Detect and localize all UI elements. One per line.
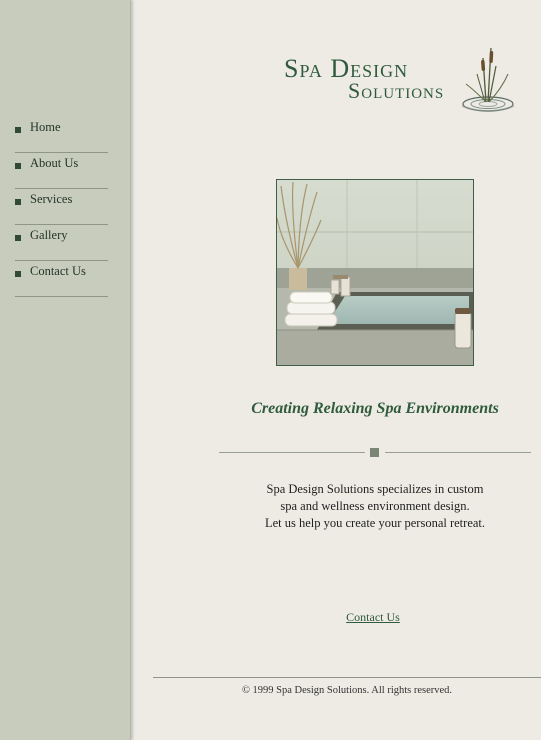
nav-item-home[interactable] xyxy=(15,116,108,153)
intro-line-3: Let us help you create your personal retreat. xyxy=(264,516,486,530)
spa-tub-photo xyxy=(276,179,474,366)
nav-item-gallery[interactable] xyxy=(15,224,108,261)
nav-label-about-us[interactable]: About Us xyxy=(30,156,79,170)
cattail-water-ripple-icon xyxy=(458,44,520,120)
nav-bullet-icon xyxy=(15,199,21,205)
sidebar xyxy=(0,0,131,740)
nav-label-gallery[interactable]: Gallery xyxy=(30,228,68,242)
divider-line-right xyxy=(385,452,531,453)
intro-text xyxy=(220,481,530,532)
copyright-text: © 1999 Spa Design Solutions. All rights reserved. xyxy=(241,685,453,696)
logo-text-line2: Solutions xyxy=(348,78,445,103)
nav-bullet-icon xyxy=(15,163,21,169)
contact-us-link[interactable]: Contact Us xyxy=(346,610,400,624)
footer-divider xyxy=(153,677,541,678)
section-divider xyxy=(219,446,531,458)
logo-text-line1: Spa Design xyxy=(284,54,409,83)
nav-item-services[interactable] xyxy=(15,188,108,225)
nav-bullet-icon xyxy=(15,271,21,277)
nav-item-contact-us[interactable] xyxy=(15,260,108,297)
tagline: Creating Relaxing Spa Environments xyxy=(251,400,499,417)
nav-label-services[interactable]: Services xyxy=(30,192,73,206)
logo xyxy=(280,44,520,120)
intro-line-1: Spa Design Solutions specializes in custom xyxy=(266,482,484,496)
divider-line-left xyxy=(219,452,365,453)
nav-label-contact-us[interactable]: Contact Us xyxy=(30,264,86,278)
intro-line-2: spa and wellness environment design. xyxy=(280,499,470,513)
nav-item-about-us[interactable] xyxy=(15,152,108,189)
divider-square-icon xyxy=(370,448,379,457)
nav-label-home[interactable]: Home xyxy=(30,120,61,134)
nav-bullet-icon xyxy=(15,235,21,241)
nav-bullet-icon xyxy=(15,127,21,133)
